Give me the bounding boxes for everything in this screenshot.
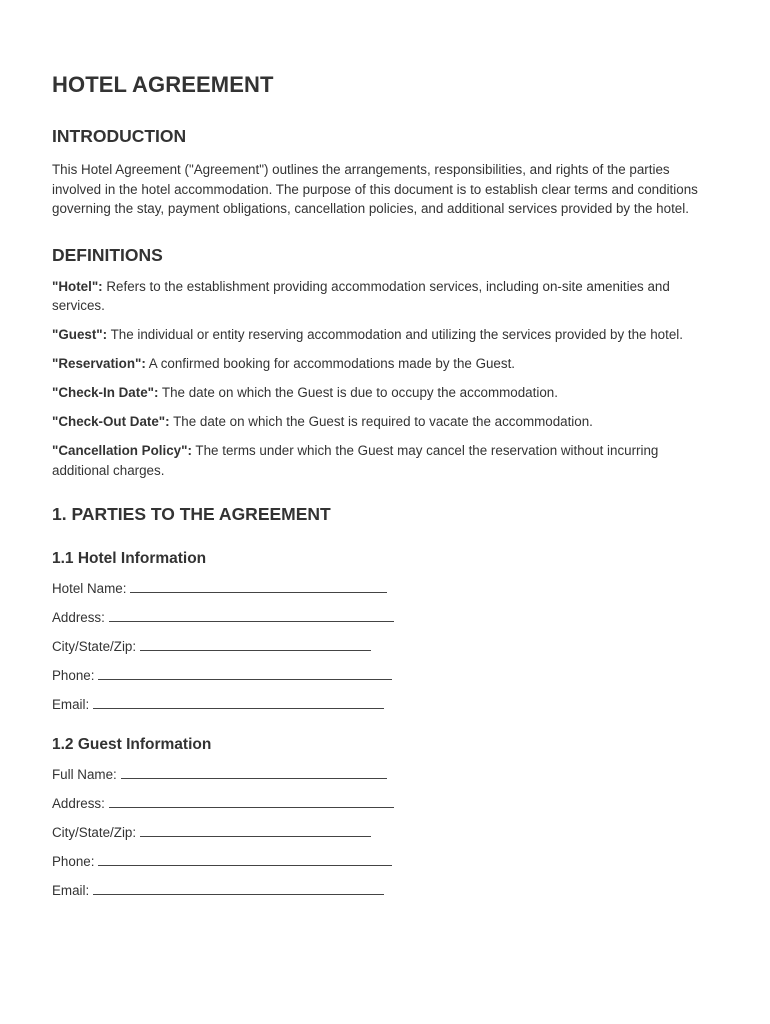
field-label: City/State/Zip:	[52, 639, 137, 654]
guest-phone-field[interactable]	[52, 852, 718, 871]
fill-in-line[interactable]	[140, 638, 371, 651]
definition-term: "Check-In Date":	[52, 385, 159, 400]
fill-in-line[interactable]	[93, 882, 384, 895]
hotel-phone-field[interactable]	[52, 666, 718, 685]
definition-item	[52, 412, 718, 432]
hotel-email-field[interactable]	[52, 695, 718, 714]
fill-in-line[interactable]	[140, 824, 371, 837]
introduction-heading: INTRODUCTION	[52, 126, 187, 146]
definition-text: The individual or entity reserving accommodation and utilizing the services provided by the hotel.	[107, 327, 683, 342]
fill-in-line[interactable]	[109, 609, 394, 622]
field-label: Phone:	[52, 668, 95, 683]
definition-term: "Reservation":	[52, 356, 146, 371]
fill-in-line[interactable]	[121, 766, 387, 779]
parties-heading: 1. PARTIES TO THE AGREEMENT	[52, 504, 331, 524]
definitions-heading: DEFINITIONS	[52, 244, 163, 265]
definition-text: The date on which the Guest is required to vacate the accommodation.	[169, 414, 593, 429]
definition-item	[52, 354, 718, 374]
guest-information-heading: 1.2 Guest Information	[52, 736, 212, 753]
definition-term: "Cancellation Policy":	[52, 443, 192, 458]
field-label: Hotel Name:	[52, 581, 127, 596]
definition-text: The terms under which the Guest may cancel the reservation without incurring additional charges.	[52, 443, 659, 478]
definition-term: "Hotel":	[52, 278, 103, 294]
guest-address-field[interactable]	[52, 794, 718, 813]
hotel-name-field[interactable]	[52, 579, 718, 598]
definition-item	[52, 383, 718, 403]
definition-item	[52, 441, 718, 480]
fill-in-line[interactable]	[109, 795, 394, 808]
hotel-city-state-zip-field[interactable]	[52, 637, 718, 656]
guest-city-state-zip-field[interactable]	[52, 823, 718, 842]
introduction-paragraph: This Hotel Agreement ("Agreement") outlines the arrangements, responsibilities, and rights of the parties involved in the hotel accommodation. The purpose of this document is to establish clear terms and conditions governing the stay, payment obligations, cancellation policies, and additional services provided by the hotel.	[52, 162, 698, 216]
field-label: Email:	[52, 883, 90, 898]
definition-text: Refers to the establishment providing accommodation services, including on-site amenities and services.	[52, 278, 670, 313]
fill-in-line[interactable]	[93, 696, 384, 709]
field-label: Address:	[52, 610, 105, 625]
field-label: Full Name:	[52, 767, 117, 782]
definition-item	[52, 325, 718, 345]
definition-term: "Check-Out Date":	[52, 414, 170, 429]
definition-text: A confirmed booking for accommodations made by the Guest.	[145, 356, 516, 371]
document-title: HOTEL AGREEMENT	[52, 72, 274, 97]
hotel-information-heading: 1.1 Hotel Information	[52, 550, 207, 567]
field-label: City/State/Zip:	[52, 825, 137, 840]
fill-in-line[interactable]	[98, 853, 392, 866]
field-label: Email:	[52, 697, 90, 712]
definition-item	[52, 277, 718, 316]
definition-term: "Guest":	[52, 327, 108, 342]
definition-text: The date on which the Guest is due to occupy the accommodation.	[158, 385, 558, 400]
hotel-address-field[interactable]	[52, 608, 718, 627]
field-label: Address:	[52, 796, 105, 811]
fill-in-line[interactable]	[130, 580, 387, 593]
guest-full-name-field[interactable]	[52, 765, 718, 784]
field-label: Phone:	[52, 854, 95, 869]
fill-in-line[interactable]	[98, 667, 392, 680]
guest-email-field[interactable]	[52, 881, 718, 900]
